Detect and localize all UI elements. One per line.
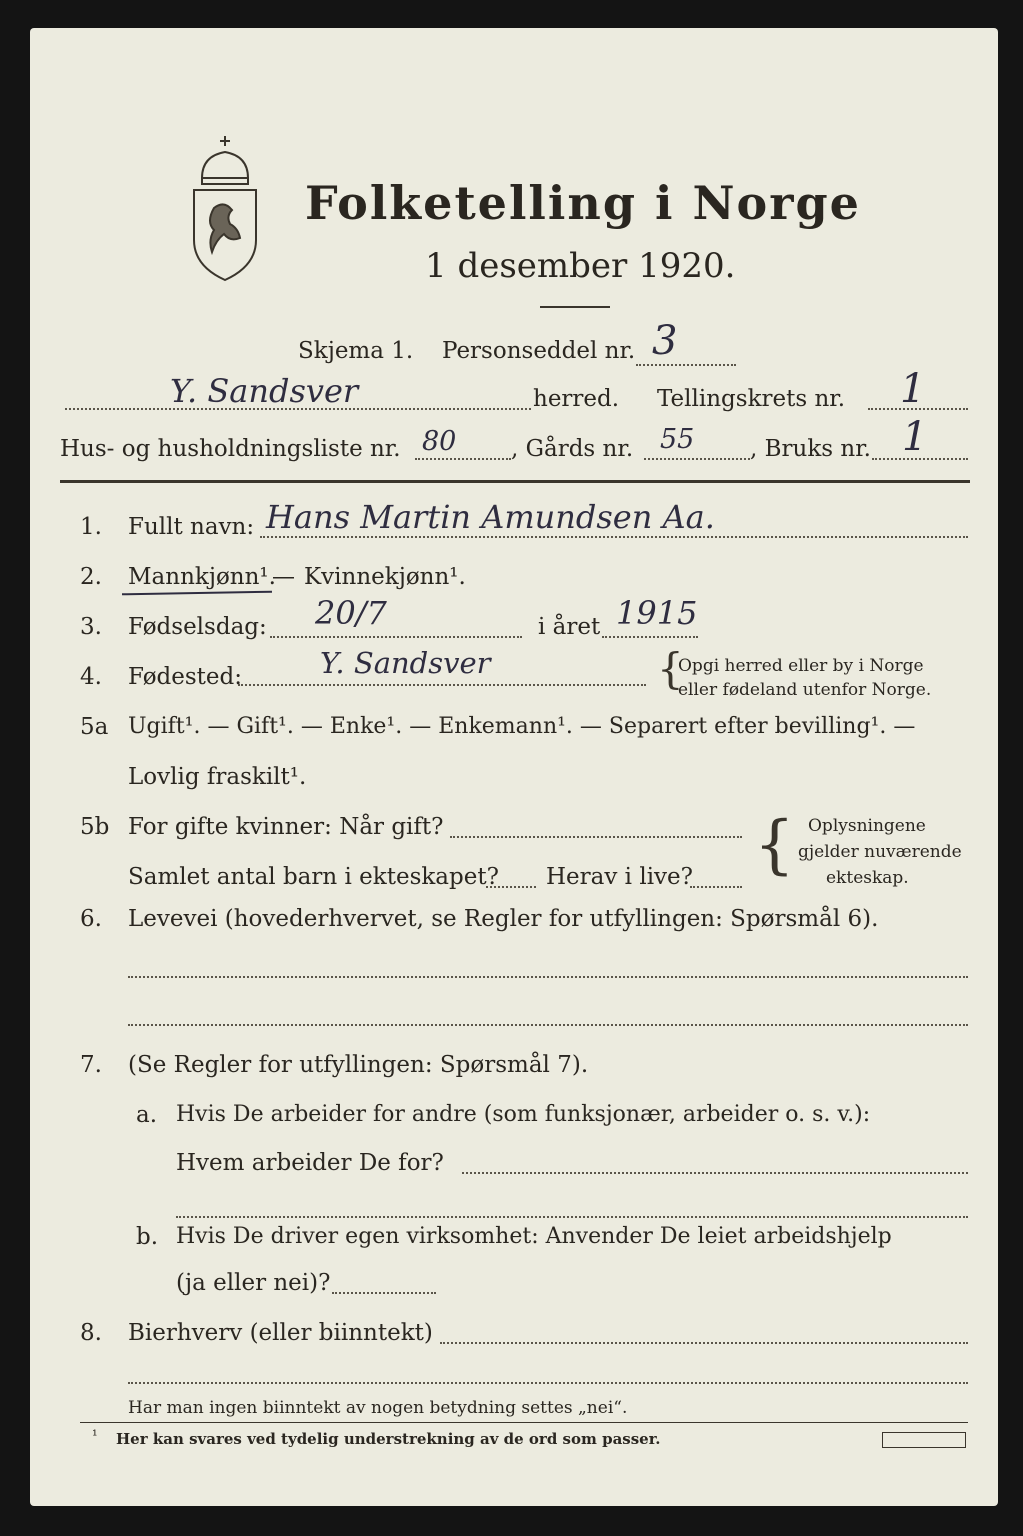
q5b-brace: { — [754, 808, 795, 882]
q4-note-line2: eller fødeland utenfor Norge. — [678, 680, 932, 700]
q6-field-line1[interactable] — [128, 976, 968, 978]
bruks-label: , Bruks nr. — [750, 436, 871, 462]
q7a-line1: Hvis De arbeider for andre (som funksjonær, arbeider o. s. v.): — [176, 1102, 871, 1127]
q1-number: 1. — [80, 514, 102, 540]
tellingskrets-label: Tellingskrets nr. — [657, 386, 846, 412]
footnote-mark: ¹ — [92, 1428, 98, 1444]
gards-label: , Gårds nr. — [511, 436, 634, 462]
q7b-line2: (ja eller nei)? — [176, 1270, 331, 1296]
form-date: 1 desember 1920. — [425, 246, 736, 286]
q7a-letter: a. — [136, 1102, 158, 1128]
footer-divider — [80, 1422, 968, 1423]
personseddel-label: Personseddel nr. — [442, 338, 636, 364]
q8-label: Bierhverv (eller biinntekt) — [128, 1320, 433, 1346]
q3-birthday-value: 20/7 — [315, 594, 387, 632]
q7a-field-line2[interactable] — [176, 1216, 968, 1218]
printer-stamp — [882, 1432, 966, 1448]
census-form — [30, 28, 998, 1506]
q5b-number: 5b — [80, 814, 110, 840]
q2-female-option[interactable]: Kvinnekjønn¹. — [304, 564, 466, 590]
q2-male-underline — [122, 591, 272, 596]
q5a-number: 5a — [80, 714, 109, 740]
q7b-letter: b. — [136, 1224, 159, 1250]
form-title: Folketelling i Norge — [305, 176, 861, 230]
q4-value: Y. Sandsver — [320, 646, 491, 680]
gards-field[interactable] — [644, 458, 750, 460]
q5b-note-line3: ekteskap. — [826, 868, 909, 888]
q8-number: 8. — [80, 1320, 102, 1346]
q4-brace: { — [657, 644, 684, 693]
q5b-line1: For gifte kvinner: Når gift? — [128, 814, 444, 840]
q6-field-line2[interactable] — [128, 1024, 968, 1026]
q3-year-field[interactable] — [602, 636, 698, 638]
q1-value: Hans Martin Amundsen Aa. — [266, 498, 715, 536]
q6-label: Levevei (hovederhvervet, se Regler for utfyllingen: Spørsmål 6). — [128, 906, 879, 932]
q5b-alive-field[interactable] — [690, 886, 742, 888]
herred-value: Y. Sandsver — [170, 372, 359, 410]
q1-field[interactable] — [260, 536, 968, 538]
q4-label: Fødested: — [128, 664, 243, 690]
q5b-alive-label: Herav i live? — [546, 864, 693, 890]
herred-label: herred. — [533, 386, 620, 412]
personseddel-value: 3 — [652, 318, 678, 364]
q1-label: Fullt navn: — [128, 514, 255, 540]
schema-label: Skjema 1. — [298, 338, 414, 364]
footer-note: Har man ingen biinntekt av nogen betydning settes „nei“. — [128, 1398, 628, 1418]
q8-field-line1[interactable] — [440, 1342, 968, 1344]
q6-number: 6. — [80, 906, 102, 932]
q7a-field-line1[interactable] — [462, 1172, 968, 1174]
q4-note-line1: Opgi herred eller by i Norge — [678, 656, 924, 676]
q3-year-value: 1915 — [616, 594, 698, 632]
q2-number: 2. — [80, 564, 102, 590]
q4-number: 4. — [80, 664, 102, 690]
title-divider — [540, 306, 610, 308]
q7-number: 7. — [80, 1052, 102, 1078]
q5b-children-field[interactable] — [486, 886, 536, 888]
husholdning-field[interactable] — [415, 458, 511, 460]
q2-separator: — — [272, 564, 295, 590]
q7-label: (Se Regler for utfyllingen: Spørsmål 7). — [128, 1052, 589, 1078]
q5b-note-line1: Oplysningene — [808, 816, 926, 836]
coat-of-arms-icon — [180, 128, 270, 288]
q3-year-label: i året — [538, 614, 601, 640]
footnote-text: Her kan svares ved tydelig understrekning av de ord som passer. — [116, 1430, 661, 1448]
q8-field-line2[interactable] — [128, 1382, 968, 1384]
husholdning-value: 80 — [422, 426, 457, 457]
q2-male-option[interactable]: Mannkjønn¹. — [128, 564, 276, 590]
q3-number: 3. — [80, 614, 102, 640]
q5b-children-label: Samlet antal barn i ekteskapet? — [128, 864, 499, 890]
q5b-married-field[interactable] — [450, 836, 742, 838]
q7b-field[interactable] — [332, 1292, 436, 1294]
q5b-note-line2: gjelder nuværende — [798, 842, 962, 862]
personseddel-field[interactable] — [636, 364, 736, 366]
bruks-value: 1 — [902, 414, 928, 460]
header-separator — [60, 480, 970, 483]
q5a-options-line1[interactable]: Ugift¹. — Gift¹. — Enke¹. — Enkemann¹. — Separert efter bevilling¹. — — [128, 714, 916, 739]
q7a-line2: Hvem arbeider De for? — [176, 1150, 444, 1176]
gards-value: 55 — [660, 424, 695, 455]
q4-field[interactable] — [238, 684, 646, 686]
q7b-line1: Hvis De driver egen virksomhet: Anvender De leiet arbeidshjelp — [176, 1224, 892, 1249]
q3-label: Fødselsdag: — [128, 614, 267, 640]
q3-birthday-field[interactable] — [270, 636, 522, 638]
tellingskrets-value: 1 — [900, 366, 926, 412]
q5a-options-line2[interactable]: Lovlig fraskilt¹. — [128, 764, 307, 790]
husholdning-label: Hus- og husholdningsliste nr. — [60, 436, 401, 462]
